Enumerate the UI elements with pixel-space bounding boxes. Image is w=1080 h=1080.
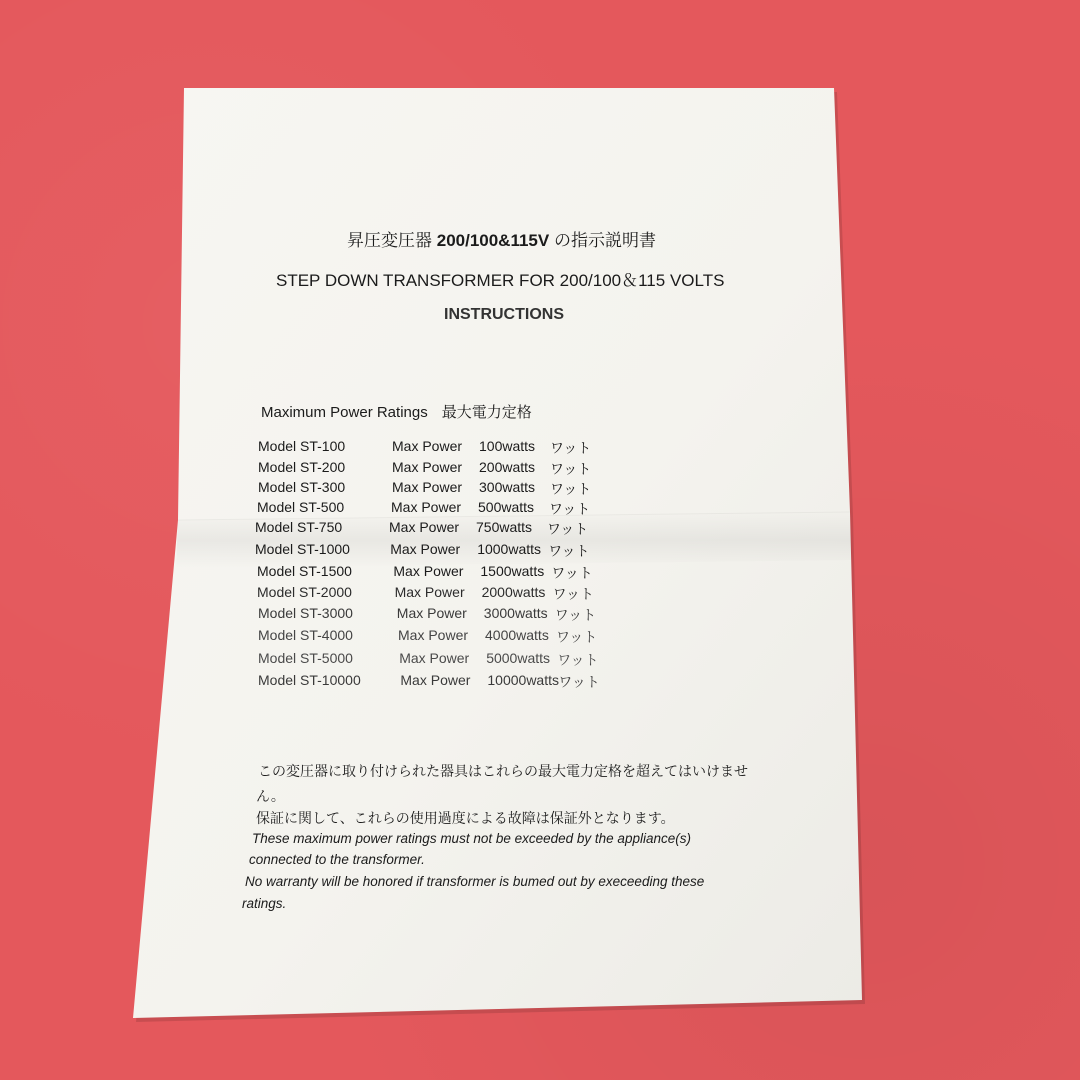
max-power-label: Max Power: [389, 519, 460, 535]
ratings-heading-jp: 最大電力定格: [441, 404, 532, 421]
watts-value: 4000watts: [485, 627, 549, 643]
model-name: Model ST-2000: [257, 584, 352, 600]
watts-value: 3000watts: [483, 605, 548, 621]
title-english: STEP DOWN TRANSFORMER FOR 200/100＆115 VOLTS: [276, 271, 725, 290]
max-power-label: Max Power: [392, 479, 463, 495]
watts-value: 500watts: [478, 499, 535, 515]
max-power-label: Max Power: [392, 438, 463, 454]
watt-unit: ワット: [558, 674, 600, 690]
watt-unit: ワット: [548, 543, 590, 559]
watt-unit: ワット: [554, 607, 597, 623]
title-jp-suffix: の指示説明書: [553, 231, 656, 250]
watts-value: 1000watts: [477, 541, 542, 557]
max-power-label: Max Power: [399, 650, 470, 666]
note-en-line-4: ratings.: [242, 896, 287, 911]
title-jp-spec: 200/100&115V: [436, 231, 550, 250]
ratings-heading-en: Maximum Power Ratings: [261, 404, 428, 421]
watts-value: 10000watts: [487, 672, 559, 688]
model-name: Model ST-5000: [258, 650, 353, 666]
max-power-label: Max Power: [398, 627, 469, 643]
max-power-label: Max Power: [396, 605, 467, 621]
max-power-label: Max Power: [390, 541, 461, 557]
model-name: Model ST-1000: [255, 541, 350, 557]
instructions-heading: INSTRUCTIONS: [444, 306, 564, 323]
watts-value: 100watts: [479, 438, 536, 454]
watt-unit: ワット: [557, 652, 599, 668]
watt-unit: ワット: [550, 481, 592, 497]
max-power-label: Max Power: [391, 499, 462, 515]
watts-value: 300watts: [479, 479, 536, 495]
watt-unit: ワット: [550, 461, 592, 477]
note-jp-line-2: ん。: [256, 788, 285, 804]
note-jp-line-3: 保証に関して、これらの使用過度による故障は保証外となります。: [256, 810, 675, 826]
model-name: Model ST-10000: [258, 672, 361, 688]
model-name: Model ST-1500: [257, 563, 352, 579]
title-jp-prefix: 昇圧変圧器: [347, 231, 432, 250]
max-power-label: Max Power: [392, 459, 463, 475]
model-name: Model ST-500: [257, 499, 345, 515]
model-name: Model ST-4000: [258, 627, 353, 643]
max-power-label: Max Power: [400, 672, 471, 688]
watt-unit: ワット: [551, 565, 593, 581]
note-en-line-2: connected to the transformer.: [249, 852, 425, 867]
watts-value: 1500watts: [480, 563, 545, 579]
model-name: Model ST-750: [255, 519, 343, 535]
watts-value: 5000watts: [486, 650, 551, 666]
watt-unit: ワット: [556, 629, 598, 645]
max-power-label: Max Power: [393, 563, 464, 579]
note-en-line-3: No warranty will be honored if transformer is bumed out by execeeding these: [245, 874, 705, 889]
ratings-heading: [261, 405, 532, 420]
note-jp-line-1: この変圧器に取り付けられた器具はこれらの最大電力定格を超えてはいけませ: [258, 763, 748, 779]
model-name: Model ST-200: [258, 459, 346, 475]
max-power-label: Max Power: [394, 584, 465, 600]
watts-value: 750watts: [476, 519, 533, 535]
watt-unit: ワット: [547, 521, 589, 537]
watt-unit: ワット: [550, 440, 592, 456]
title-japanese: [347, 232, 656, 249]
model-name: Model ST-100: [258, 438, 346, 454]
watts-value: 200watts: [479, 459, 536, 475]
note-en-line-1: These maximum power ratings must not be exceeded by the appliance(s): [252, 831, 691, 846]
model-name: Model ST-300: [258, 479, 346, 495]
watt-unit: ワット: [549, 501, 591, 517]
watt-unit: ワット: [552, 586, 594, 602]
model-name: Model ST-3000: [258, 605, 353, 621]
watts-value: 2000watts: [481, 584, 546, 600]
